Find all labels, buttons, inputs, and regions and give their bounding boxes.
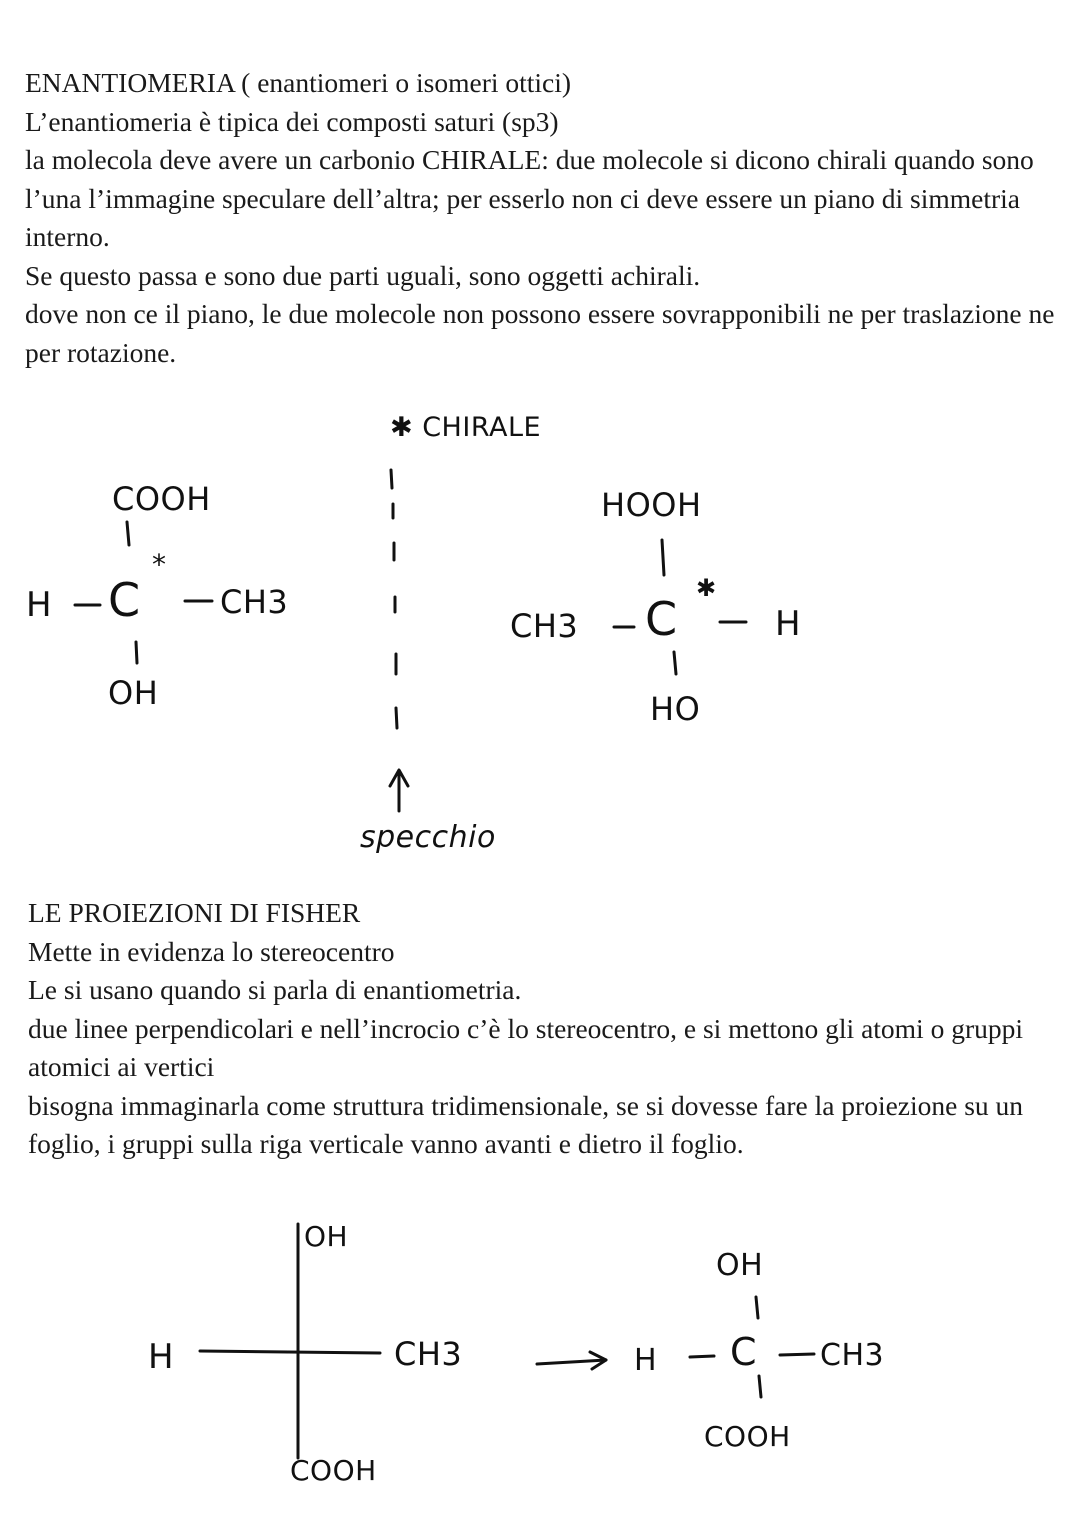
fisher-top-group: OH [304,1220,349,1253]
paragraph: bisogna immaginarla come struttura tridimensionale, se si dovesse fare la proiezione su un foglio, i gruppi sulla riga verticale vanno avanti e dietro il foglio. [28,1089,1024,1159]
right-chiral-star: ✱ [696,574,717,602]
right-right-group: H [775,604,802,644]
paragraph: Mette in evidenza lo stereocentro [28,935,395,967]
fisher-right-group: CH3 [394,1335,463,1373]
left-bottom-group: OH [108,674,159,712]
structural-left-group: H [634,1343,658,1378]
enantiomeria-heading: ENANTIOMERIA ( enantiomeri o isomeri ottici) [25,67,572,98]
paragraph: due linee perpendicolari e nell’incrocio c’è lo stereocentro, e si mettono gli atomi o gruppi atomici ai vertici [28,1012,1023,1082]
fisher-bottom-group: COOH [290,1454,377,1487]
left-chiral-star: * [152,548,167,581]
paragraph: Se questo passa e sono due parti uguali, sono oggetti achirali. [25,259,701,291]
left-left-group: H [26,585,53,625]
left-top-group: COOH [112,480,211,518]
fisher-horizontal-line [200,1351,380,1353]
left-center-carbon: C [108,573,141,627]
mirror-label: specchio [360,820,496,855]
structural-center-carbon: C [730,1330,758,1374]
paragraph: Le si usano quando si parla di enantiometria. [28,974,522,1005]
right-bottom-group: HO [650,690,701,728]
right-left-group: CH3 [510,607,579,645]
bond-left [690,1356,714,1357]
chiral-note: ✱ CHIRALE [390,412,542,443]
paragraph: la molecola deve avere un carbonio CHIRALE: due molecole si dicono chirali quando sono l’una l’immagine speculare dell’altra; per esserlo non ci deve essere un piano di simmetria interno. [25,144,1034,252]
fisher-left-group: H [148,1337,175,1377]
right-center-carbon: C [645,592,678,646]
structural-right-group: CH3 [820,1338,885,1373]
fisher-heading: LE PROIEZIONI DI FISHER [28,897,361,928]
conversion-arrow-shaft [537,1360,606,1364]
bond-top [756,1297,758,1318]
bond-right [780,1354,814,1355]
structural-top-group: OH [716,1248,764,1283]
bond-bottom [759,1376,761,1397]
paragraph: dove non ce il piano, le due molecole non possono essere sovrapponibili ne per traslazione ne per rotazione. [25,298,1055,368]
structural-bottom-group: COOH [704,1420,791,1453]
right-top-group: HOOH [601,486,702,524]
paragraph: L’enantiomeria è tipica dei composti saturi (sp3) [25,105,559,137]
left-right-group: CH3 [220,583,289,621]
